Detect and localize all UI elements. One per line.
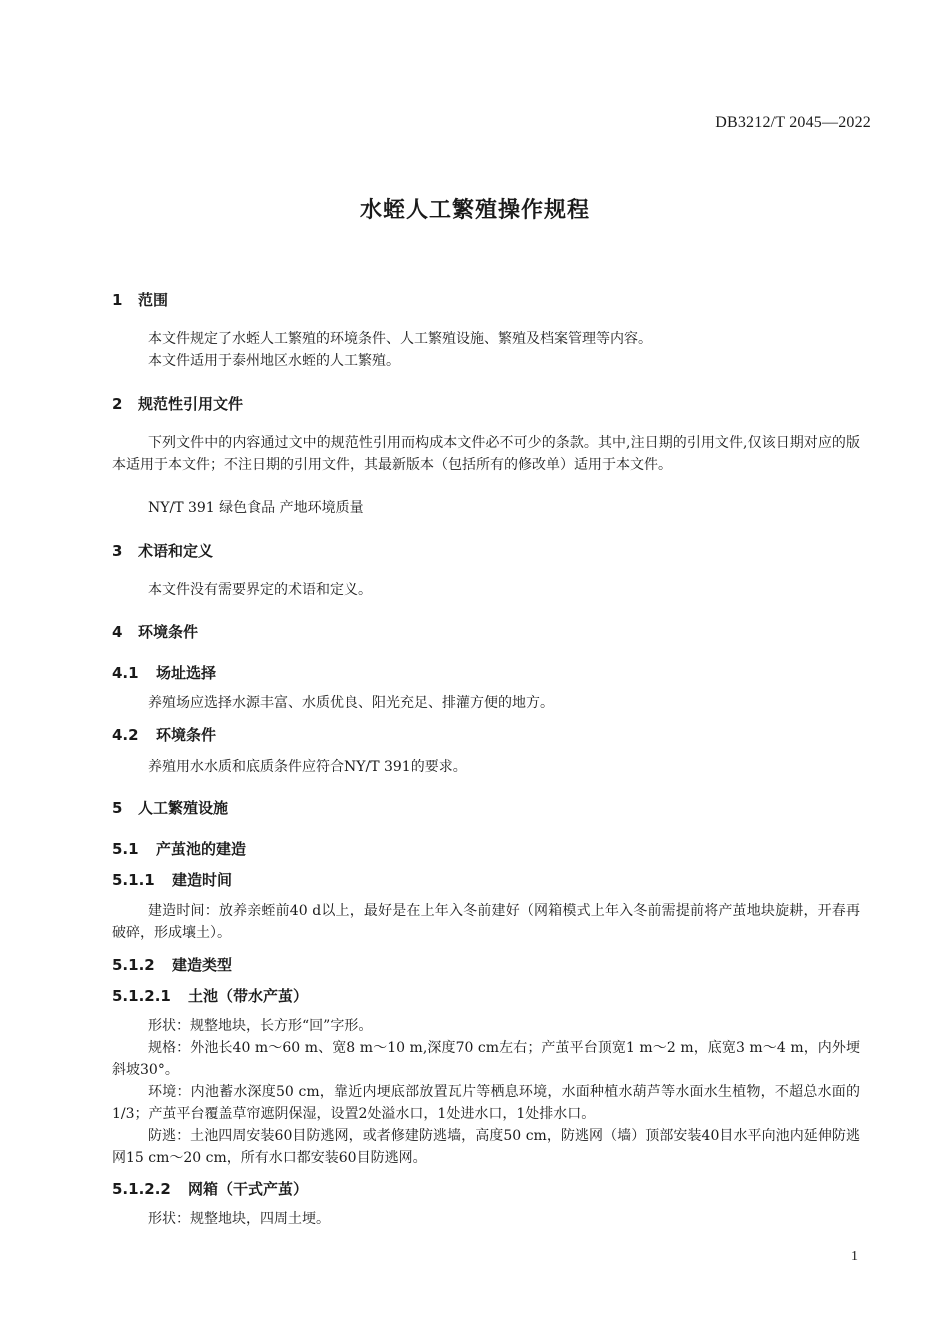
section-title: 场址选择 [156,664,217,682]
section-title: 土池（带水产茧） [188,987,309,1005]
section-number: 5.1.1 [112,871,155,889]
paragraph: 养殖场应选择水源丰富、水质优良、阳光充足、排灌方便的地方。 [148,695,554,711]
paragraph: 建造时间：放养亲蛭前40 d以上，最好是在上年入冬前建好（网箱模式上年入冬前需提前将产茧地块旋耕，开春再破碎，形成壤土）。 [112,903,860,941]
section-title: 建造时间 [172,871,233,889]
section-title: 环境条件 [138,623,199,641]
paragraph: 环境：内池蓄水深度50 cm，靠近内埂底部放置瓦片等栖息环境，水面种植水葫芦等水面水生植物，不超总水面的1/3；产茧平台覆盖草帘遮阴保湿，设置2处溢水口，1处进水口，1处排水口。 [112,1084,860,1122]
section-title: 规范性引用文件 [138,395,244,413]
section-5-1-1-heading [112,869,232,890]
section-title: 人工繁殖设施 [138,799,229,817]
section-title: 建造类型 [172,956,233,974]
section-5-1-2-heading [112,954,232,975]
section-5-1-2-2-heading [112,1178,308,1199]
section-number: 2 [112,395,123,413]
paragraph: 本文件没有需要界定的术语和定义。 [148,582,372,598]
paragraph: 养殖用水水质和底质条件应符合NY/T 391的要求。 [148,759,467,775]
section-1-heading [112,289,168,310]
section-number: 4 [112,623,123,641]
section-5-1-heading [112,838,246,859]
section-number: 5.1 [112,840,139,858]
document-number: DB3212/T 2045—2022 [715,114,871,131]
paragraph: 下列文件中的内容通过文中的规范性引用而构成本文件必不可少的条款。其中,注日期的引用文件,仅该日期对应的版本适用于本文件；不注日期的引用文件，其最新版本（包括所有的修改单）适用于本文件。 [112,435,860,473]
section-5-heading [112,797,228,818]
section-3-heading [112,540,213,561]
section-number: 5.1.2 [112,956,155,974]
reference-item: NY/T 391 绿色食品 产地环境质量 [148,500,364,516]
paragraph: 形状：规整地块，四周土埂。 [148,1211,330,1227]
section-number: 5 [112,799,123,817]
paragraph: 规格：外池长40 m～60 m、宽8 m～10 m,深度70 cm左右；产茧平台顶宽1 m～2 m，底宽3 m～4 m，内外埂斜坡30°。 [112,1040,860,1078]
paragraph: 防逃：土池四周安装60目防逃网，或者修建防逃墙，高度50 cm，防逃网（墙）顶部安装40目水平向池内延伸防逃网15 cm～20 cm，所有水口都安装60目防逃网。 [112,1128,860,1166]
section-title: 网箱（干式产茧） [188,1180,309,1198]
section-number: 4.2 [112,726,139,744]
section-title: 术语和定义 [138,542,214,560]
section-title: 环境条件 [156,726,217,744]
section-number: 5.1.2.2 [112,1180,171,1198]
paragraph: 本文件规定了水蛭人工繁殖的环境条件、人工繁殖设施、繁殖及档案管理等内容。 [148,331,652,347]
section-5-1-2-1-heading [112,985,308,1006]
section-number: 1 [112,291,123,309]
section-4-2-heading [112,724,216,745]
section-title: 产茧池的建造 [156,840,247,858]
section-number: 5.1.2.1 [112,987,171,1005]
section-4-1-heading [112,662,216,683]
page-number: 1 [851,1249,858,1264]
document-title: 水蛭人工繁殖操作规程 [359,198,590,223]
paragraph: 本文件适用于泰州地区水蛭的人工繁殖。 [148,353,400,369]
paragraph: 形状：规整地块，长方形“回”字形。 [148,1018,373,1034]
section-2-heading [112,393,243,414]
section-number: 3 [112,542,123,560]
section-4-heading [112,621,198,642]
section-title: 范围 [138,291,169,309]
section-number: 4.1 [112,664,139,682]
